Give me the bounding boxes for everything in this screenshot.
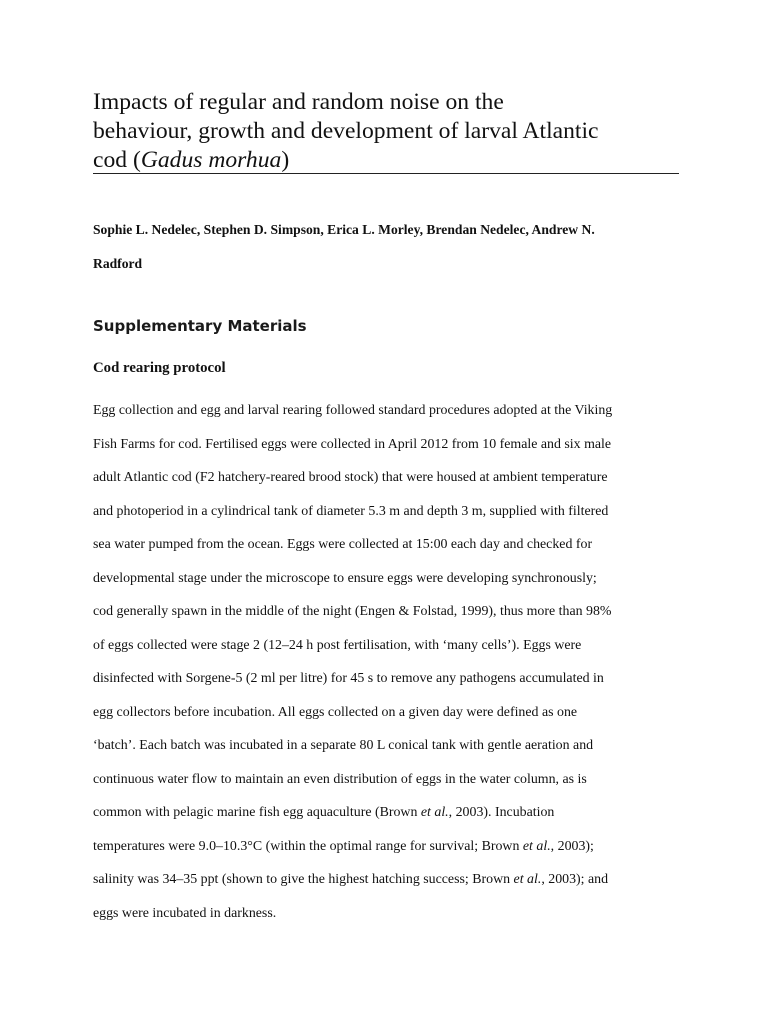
body-line (93, 696, 683, 730)
title-line-1: Impacts of regular and random noise on the (93, 89, 504, 115)
text-segment: developmental stage under the microscope to ensure eggs were developing synchronously; (93, 570, 597, 586)
text-segment: Egg collection and egg and larval rearing followed standard procedures adopted at the Viking (93, 403, 613, 418)
body-line (93, 729, 683, 763)
paper-title (93, 88, 683, 175)
subsection-heading: Cod rearing protocol (93, 360, 226, 376)
text-segment: , 2003); and (541, 872, 609, 887)
body-paragraph (93, 394, 683, 930)
body-line (93, 763, 683, 797)
text-segment: cod generally spawn in the middle of the night (Engen & Folstad, 1999), thus more than 98% (93, 604, 612, 619)
text-segment: Fish Farms for cod. Fertilised eggs were collected in April 2012 from 10 female and six male (93, 436, 612, 452)
section-heading: Supplementary Materials (93, 317, 307, 335)
authors-line-2: Radford (93, 256, 143, 271)
body-line (93, 830, 683, 864)
text-segment: disinfected with Sorgene-5 (2 ml per litre) for 45 s to remove any pathogens accumulated in (93, 671, 604, 686)
italic-text: et al. (522, 838, 551, 854)
body-line (93, 629, 683, 663)
text-segment: of eggs collected were stage 2 (12–24 h post fertilisation, with ‘many cells’). Eggs were (93, 637, 582, 653)
title-line-3-post: ) (281, 147, 290, 173)
text-segment: continuous water flow to maintain an even distribution of eggs in the water column, as is (93, 771, 587, 787)
body-line (93, 461, 683, 495)
author-list (93, 213, 683, 281)
body-line (93, 428, 683, 462)
text-segment: salinity was 34–35 ppt (shown to give the highest hatching success; Brown (93, 872, 514, 887)
title-line-3-pre: cod ( (93, 147, 141, 173)
body-line (93, 796, 683, 830)
text-segment: common with pelagic marine fish egg aquaculture (Brown (93, 805, 421, 820)
text-segment: and photoperiod in a cylindrical tank of diameter 5.3 m and depth 3 m, supplied with filtered (93, 503, 609, 519)
text-segment: , 2003); (550, 838, 594, 854)
body-line (93, 897, 683, 931)
body-line (93, 595, 683, 629)
title-underline-rule (93, 173, 679, 174)
text-segment: sea water pumped from the ocean. Eggs were collected at 15:00 each day and checked for (93, 537, 593, 552)
body-line (93, 495, 683, 529)
body-line (93, 528, 683, 562)
italic-text: et al. (420, 805, 449, 820)
body-line (93, 394, 683, 428)
text-segment: adult Atlantic cod (F2 hatchery-reared brood stock) that were housed at ambient temperature (93, 470, 608, 485)
italic-text: et al. (513, 872, 542, 887)
body-line (93, 562, 683, 596)
title-species-name: Gadus morhua (140, 147, 282, 173)
text-segment: temperatures were 9.0–10.3°C (within the optimal range for survival; Brown (93, 838, 523, 854)
text-segment: egg collectors before incubation. All eggs collected on a given day were defined as one (93, 704, 578, 720)
title-line-2: behaviour, growth and development of larval Atlantic (93, 118, 599, 144)
text-segment: ‘batch’. Each batch was incubated in a separate 80 L conical tank with gentle aeration and (93, 738, 594, 753)
authors-line-1: Sophie L. Nedelec, Stephen D. Simpson, Erica L. Morley, Brendan Nedelec, Andrew N. (93, 222, 595, 237)
text-segment: eggs were incubated in darkness. (93, 905, 277, 921)
body-line (93, 662, 683, 696)
body-line (93, 863, 683, 897)
text-segment: , 2003). Incubation (448, 805, 555, 820)
